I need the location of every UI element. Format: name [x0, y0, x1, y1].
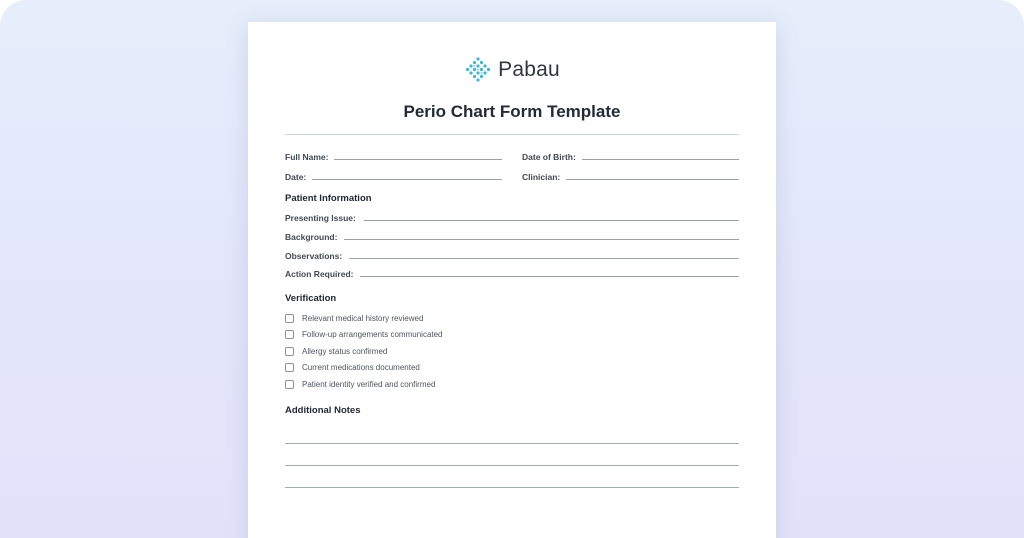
clinician-label: Clinician:	[522, 172, 561, 182]
background-field[interactable]	[344, 239, 739, 240]
checkbox[interactable]	[285, 330, 294, 339]
action-required-field[interactable]	[360, 276, 739, 277]
verification-item[interactable]	[285, 362, 420, 373]
background-label: Background:	[285, 232, 338, 242]
notes-line[interactable]	[285, 443, 739, 444]
form-title: Perio Chart Form Template	[403, 102, 621, 121]
verification-item-label: Follow-up arrangements communicated	[302, 330, 443, 339]
full-name-label: Full Name:	[285, 152, 329, 162]
date-field[interactable]	[312, 179, 502, 180]
presenting-issue-label: Presenting Issue:	[285, 213, 356, 223]
date-of-birth-field[interactable]	[582, 159, 739, 160]
verification-item-label: Patient identity verified and confirmed	[302, 380, 436, 389]
date-label: Date:	[285, 172, 307, 182]
notes-line[interactable]	[285, 465, 739, 466]
verification-item[interactable]	[285, 379, 435, 390]
full-name-field[interactable]	[334, 159, 502, 160]
verification-item-label: Current medications documented	[302, 363, 420, 372]
form-sheet	[248, 22, 776, 538]
clinician-field[interactable]	[566, 179, 739, 180]
verification-item[interactable]	[285, 346, 387, 357]
diamond-dots-icon	[464, 56, 492, 84]
observations-field[interactable]	[349, 258, 739, 259]
checkbox[interactable]	[285, 363, 294, 372]
title-divider	[285, 134, 739, 135]
notes-line[interactable]	[285, 487, 739, 488]
verification-item[interactable]	[285, 329, 443, 340]
checkbox[interactable]	[285, 347, 294, 356]
observations-label: Observations:	[285, 251, 343, 261]
checkbox[interactable]	[285, 314, 294, 323]
action-required-label: Action Required:	[285, 269, 354, 279]
checkbox[interactable]	[285, 380, 294, 389]
brand-logo	[248, 56, 776, 84]
presenting-issue-field[interactable]	[364, 220, 739, 221]
date-of-birth-label: Date of Birth:	[522, 152, 576, 162]
brand-name: Pabau	[498, 58, 560, 81]
verification-heading: Verification	[285, 293, 337, 304]
verification-item-label: Allergy status confirmed	[302, 347, 388, 356]
verification-item-label: Relevant medical history reviewed	[302, 314, 424, 323]
patient-information-heading: Patient Information	[285, 193, 372, 204]
additional-notes-heading: Additional Notes	[285, 405, 361, 416]
verification-item[interactable]	[285, 313, 423, 324]
